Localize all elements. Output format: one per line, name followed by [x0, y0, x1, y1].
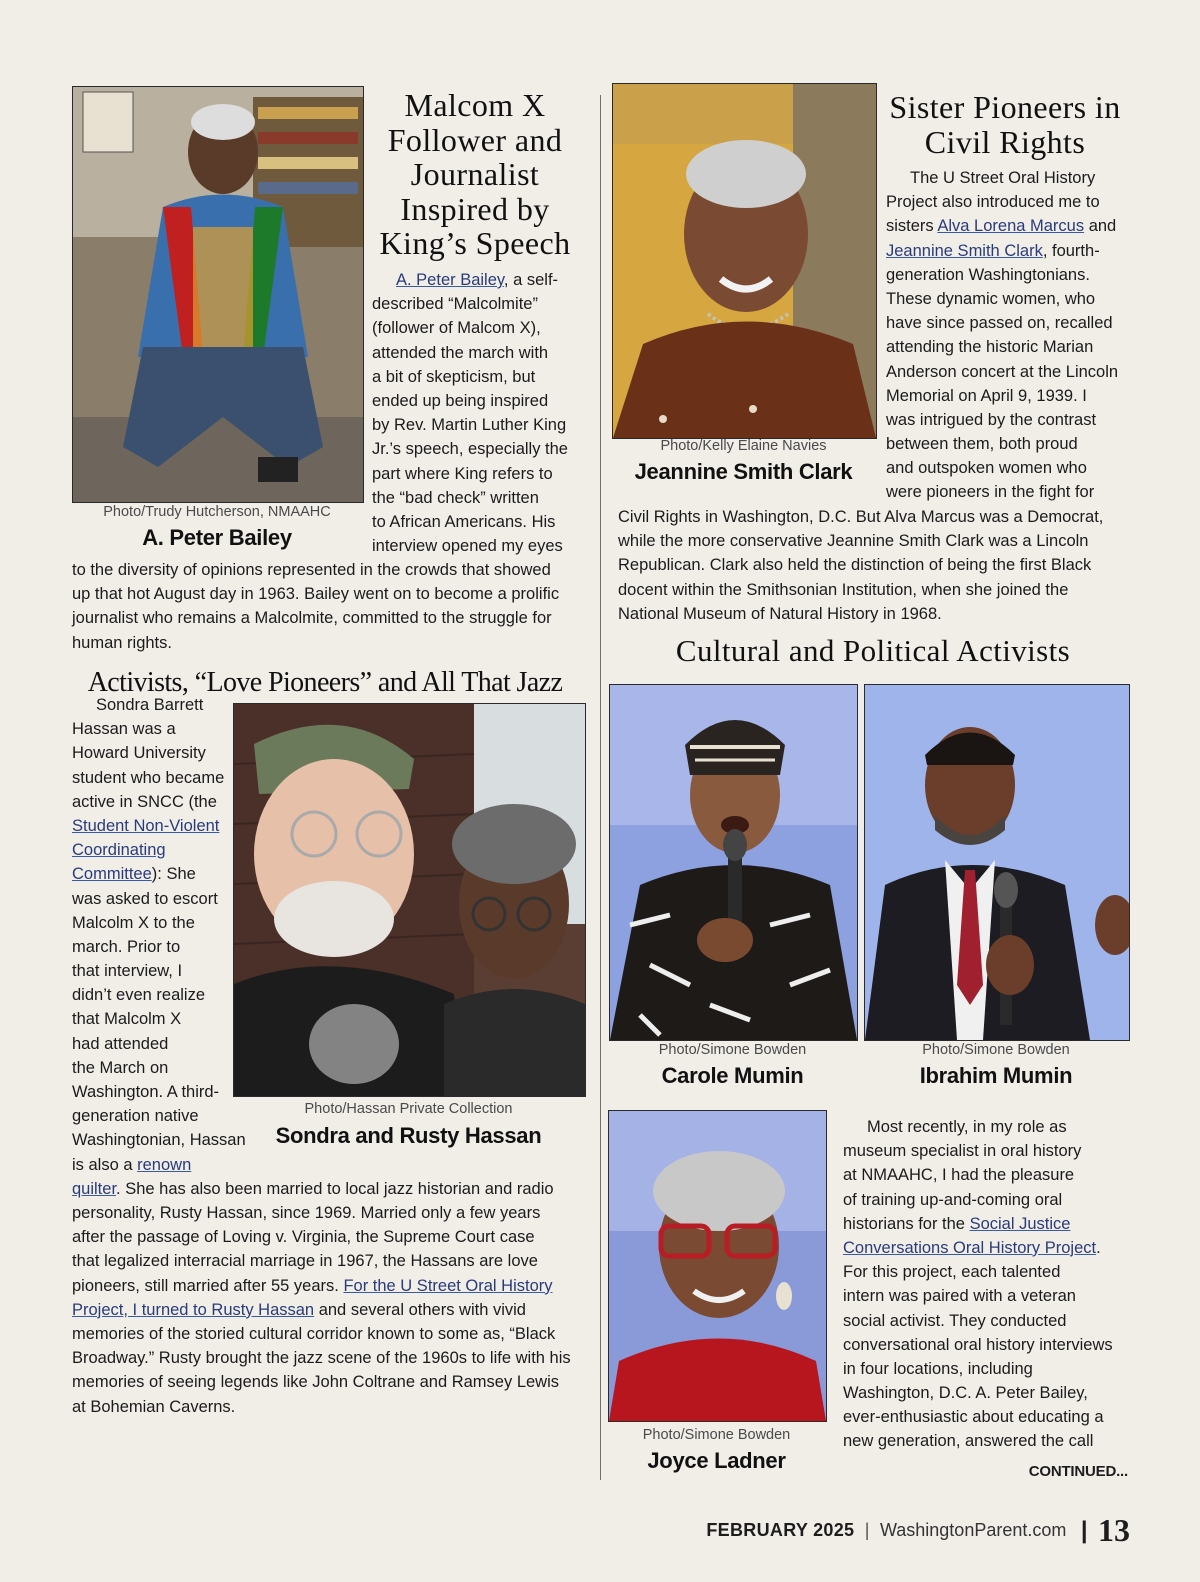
footer-separator: | [1080, 1516, 1088, 1544]
photo-a-peter-bailey [72, 86, 364, 503]
text-line: student who became [72, 768, 225, 787]
link-sncc[interactable]: Coordinating [72, 841, 166, 860]
link-jeannine-smith-clark[interactable]: Jeannine Smith Clark [886, 241, 1043, 260]
text-line: active in SNCC (the [72, 792, 217, 811]
text-line: memories of the storied cultural corridor known to some as, “Black [72, 1324, 556, 1343]
article-text-bailey [372, 268, 568, 558]
text-line: the March on [72, 1058, 169, 1077]
text-line: Broadway.” Rusty brought the jazz scene of the 1960s to life with his [72, 1349, 571, 1368]
text-line: (follower of Malcom X), [372, 319, 541, 338]
photo-caption-name: Sondra and Rusty Hassan [275, 1123, 542, 1148]
photo-credit: Photo/Kelly Elaine Navies [660, 438, 827, 454]
text-line: docent within the Smithsonian Institution, when she joined the [618, 580, 1069, 599]
text-line: the “bad check” written [372, 488, 539, 507]
text-line: Project also introduced me to [886, 193, 1100, 212]
photo-caption-name: Ibrahim Mumin [919, 1063, 1073, 1088]
text-line: part where King refers to [372, 464, 553, 483]
text-line: by Rev. Martin Luther King [372, 416, 567, 435]
heading-line: Follower and [387, 121, 563, 158]
link-sncc[interactable]: Committee [72, 865, 152, 884]
text-line: march. Prior to [72, 937, 181, 956]
issue-date: FEBRUARY 2025 [706, 1520, 855, 1540]
text-line: were pioneers in the fight for [886, 483, 1095, 502]
text-line: that legalized interracial marriage in 1967, the Hassans are love [72, 1252, 538, 1271]
text-line: of training up-and-coming oral [843, 1190, 1063, 1209]
text-line: Anderson concert at the Lincoln [886, 362, 1119, 381]
text-line: a bit of skepticism, but [372, 367, 536, 386]
article-text-sisters [886, 166, 1118, 505]
text: and [1084, 217, 1117, 236]
column-divider [600, 95, 601, 1480]
link-social-justice-project[interactable]: Conversations Oral History Project [843, 1238, 1097, 1257]
text-line: intern was paired with a veteran [843, 1287, 1076, 1306]
text-line: Hassan was a [72, 720, 176, 739]
text-line: interview opened my eyes [372, 537, 563, 556]
text-line: new generation, answered the call [843, 1432, 1094, 1451]
text-line: For this project, each talented [843, 1263, 1061, 1282]
text-line: Washington, D.C. A. Peter Bailey, [843, 1384, 1088, 1403]
heading-line: Sister Pioneers in [889, 89, 1121, 125]
section-heading-cultural-political: Cultural and Political Activists [675, 633, 1071, 668]
photo-credit: Photo/Hassan Private Collection [304, 1101, 513, 1117]
text-line: to the diversity of opinions represented in the crowds that showed [72, 561, 551, 579]
article-text-hassan-continued [72, 1201, 571, 1419]
page-footer [600, 1512, 1130, 1552]
photo-jeannine-smith-clark [612, 83, 877, 439]
text-line: in four locations, including [843, 1359, 1033, 1378]
photo-carole-mumin [609, 684, 858, 1041]
photo-credit: Photo/Simone Bowden [922, 1042, 1070, 1058]
text-line: Malcolm X to the [72, 913, 195, 932]
text-line: at Bohemian Caverns. [72, 1397, 236, 1416]
text-line: National Museum of Natural History in 1968. [618, 604, 942, 623]
link-renown-quilter[interactable]: quilter [72, 1179, 117, 1198]
text-line: was intrigued by the contrast [886, 410, 1097, 429]
heading-line: Civil Rights [924, 123, 1086, 160]
website-link[interactable]: WashingtonParent.com [879, 1520, 1067, 1540]
text-line: and outspoken women who [886, 459, 1087, 478]
text-line: at NMAAHC, I had the pleasure [843, 1166, 1075, 1185]
text-line: generation native [72, 1107, 199, 1126]
text-line: Civil Rights in Washington, D.C. But Alva Marcus was a Democrat, [618, 508, 1104, 526]
text-line: Howard University [72, 744, 206, 763]
heading-line: Malcom X [404, 87, 546, 123]
text-line: social activist. They conducted [843, 1311, 1067, 1330]
heading-line: Journalist [410, 156, 540, 192]
footer-separator: | [864, 1520, 870, 1540]
page-number: 13 [1098, 1512, 1130, 1548]
text-line: conversational oral history interviews [843, 1335, 1113, 1354]
photo-credit: Photo/Simone Bowden [658, 1042, 807, 1058]
text: pioneers, still married after 55 years. [72, 1276, 344, 1295]
link-u-street-oral-history[interactable]: For the U Street Oral History [343, 1276, 553, 1295]
text-line: attended the march with [372, 343, 549, 362]
text-line: described “Malcolmite” [372, 295, 538, 314]
text-line: ended up being inspired [372, 391, 549, 410]
photo-joyce-ladner [608, 1110, 827, 1422]
section-heading-activists: Activists, “Love Pioneers” and All That Jazz [87, 667, 563, 698]
article-text-sisters-continued [618, 505, 1103, 626]
text-line: These dynamic women, who [886, 289, 1096, 308]
text-line: ever-enthusiastic about educating a [843, 1408, 1104, 1427]
article-text-hassan [72, 693, 554, 1201]
text-line: that interview, I [72, 962, 183, 981]
link-sncc[interactable]: Student Non-Violent [72, 816, 220, 835]
text-line: while the more conservative Jeannine Smith Clark was a Lincoln [618, 532, 1089, 551]
link-u-street-oral-history[interactable]: Project, I turned to Rusty Hassan [72, 1300, 315, 1319]
text: ): She [151, 865, 196, 884]
link-renown-quilter[interactable]: renown [137, 1155, 192, 1174]
text: and several others with vivid [314, 1300, 526, 1319]
text-line: after the passage of Loving v. Virginia, the Supreme Court case [72, 1228, 535, 1247]
text-line: to African Americans. His [372, 512, 556, 531]
text-line: human rights. [72, 633, 172, 652]
photo-credit: Photo/Simone Bowden [642, 1427, 791, 1443]
text-line: personality, Rusty Hassan, since 1969. Married only a few years [72, 1204, 541, 1222]
text: historians for the [843, 1214, 970, 1233]
text-line: Sondra Barrett [96, 696, 204, 714]
text-line: Republican. Clark also held the distinction of being the first Black [618, 556, 1092, 575]
text-line: Jr.’s speech, especially the [372, 440, 568, 459]
text-line: museum specialist in oral history [843, 1142, 1082, 1161]
text: , a self- [503, 271, 559, 289]
text-line: generation Washingtonians. [886, 265, 1090, 284]
photo-caption-name: A. Peter Bailey [142, 525, 292, 550]
text-line: up that hot August day in 1963. Bailey went on to become a prolific [72, 585, 560, 604]
text-line: that Malcolm X [72, 1010, 182, 1029]
link-social-justice-project[interactable]: Social Justice [969, 1214, 1071, 1233]
text-line: attending the historic Marian [886, 338, 1094, 357]
link-a-peter-bailey[interactable]: A. Peter Bailey [396, 271, 504, 289]
text-line: Washingtonian, Hassan [72, 1131, 246, 1150]
photo-credit: Photo/Trudy Hutcherson, NMAAHC [103, 504, 331, 520]
article-text-bailey-continued [72, 558, 559, 655]
text-line: had attended [72, 1034, 169, 1053]
text-line: journalist who remains a Malcolmite, committed to the struggle for [72, 609, 552, 628]
text-line: Most recently, in my role as [867, 1118, 1067, 1136]
text-line: Memorial on April 9, 1939. I [886, 386, 1087, 405]
text: . [1096, 1238, 1101, 1257]
text: is also a [72, 1155, 138, 1174]
photo-ibrahim-mumin [864, 684, 1130, 1041]
text-line: have since passed on, recalled [886, 314, 1113, 333]
link-alva-lorena-marcus[interactable]: Alva Lorena Marcus [937, 217, 1085, 236]
text-line: was asked to escort [72, 889, 218, 908]
text: , fourth- [1042, 241, 1100, 260]
section-heading-malcom-x [372, 88, 578, 261]
text-line: didn’t even realize [72, 986, 205, 1005]
heading-line: Inspired by [400, 190, 550, 227]
section-heading-sister-pioneers [882, 90, 1128, 159]
text: sisters [886, 217, 938, 236]
photo-caption-name: Joyce Ladner [647, 1448, 786, 1473]
photo-caption-name: Jeannine Smith Clark [634, 459, 853, 484]
text-line: memories of seeing legends like John Coltrane and Ramsey Lewis [72, 1373, 559, 1392]
continued-label[interactable]: CONTINUED... [1028, 1463, 1128, 1480]
text: . She has also been married to local jazz historian and radio [116, 1179, 554, 1198]
photo-caption-name: Carole Mumin [661, 1063, 804, 1088]
article-text-social-justice [843, 1115, 1113, 1454]
text-line: The U Street Oral History [910, 169, 1096, 187]
heading-line: King’s Speech [379, 225, 571, 261]
text-line: between them, both proud [886, 435, 1078, 454]
text-line: Washington. A third- [72, 1083, 220, 1101]
